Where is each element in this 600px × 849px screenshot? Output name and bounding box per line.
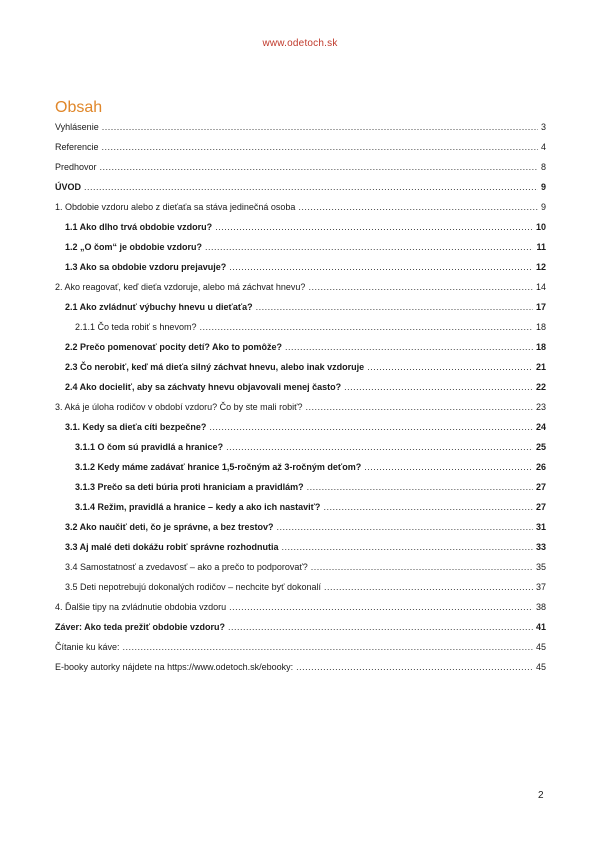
toc-entry[interactable] xyxy=(55,422,546,433)
toc-entry-label: 3.1.1 O čom sú pravidlá a hranice? xyxy=(75,442,224,452)
toc-entry[interactable] xyxy=(55,662,546,673)
toc-entry-page: 27 xyxy=(535,502,546,512)
toc-entry-page: 25 xyxy=(535,442,546,452)
toc-entry[interactable] xyxy=(55,302,546,313)
toc-entry[interactable] xyxy=(55,162,546,173)
toc-entry-label: E-booky autorky nájdete na https://www.odetoch.sk/ebooky: xyxy=(55,662,294,672)
toc-entry-label: 3.5 Deti nepotrebujú dokonalých rodičov – nechcite byť dokonalí xyxy=(65,582,322,592)
toc-entry[interactable] xyxy=(55,462,546,473)
toc-leader-dots xyxy=(199,322,533,333)
toc-entry-label: Referencie xyxy=(55,142,99,152)
toc-leader-dots xyxy=(102,142,538,153)
toc-entry-page: 14 xyxy=(535,282,546,292)
toc-entry[interactable] xyxy=(55,482,546,493)
toc-entry[interactable] xyxy=(55,622,546,633)
toc-leader-dots xyxy=(367,362,533,373)
toc-entry-label: 2. Ako reagovať, keď dieťa vzdoruje, alebo má záchvat hnevu? xyxy=(55,282,306,292)
toc-entry-label: Predhovor xyxy=(55,162,97,172)
toc-entry-page: 11 xyxy=(536,242,546,252)
toc-leader-dots xyxy=(229,602,533,613)
toc-entry[interactable] xyxy=(55,542,546,553)
toc-leader-dots xyxy=(100,162,538,173)
toc-entry-label: 3.1.2 Kedy máme zadávať hranice 1,5-ročným až 3-ročným deťom? xyxy=(75,462,362,472)
toc-entry-label: 1. Obdobie vzdoru alebo z dieťaťa sa stáva jedinečná osoba xyxy=(55,202,296,212)
toc-title: Obsah xyxy=(55,99,103,116)
toc-leader-dots xyxy=(229,262,533,273)
toc-leader-dots xyxy=(123,642,533,653)
toc-entry[interactable] xyxy=(55,222,546,233)
toc-entry[interactable] xyxy=(55,242,546,253)
toc-entry-label: 1.3 Ako sa obdobie vzdoru prejavuje? xyxy=(65,262,227,272)
toc-entry[interactable] xyxy=(55,262,546,273)
toc-entry-label: 1.2 „O čom“ je obdobie vzdoru? xyxy=(65,242,203,252)
header-url[interactable]: www.odetoch.sk xyxy=(262,38,338,49)
toc-entry-label: 2.4 Ako docieliť, aby sa záchvaty hnevu objavovali menej často? xyxy=(65,382,342,392)
toc-entry-page: 21 xyxy=(535,362,546,372)
toc-leader-dots xyxy=(205,242,533,253)
toc-leader-dots xyxy=(364,462,533,473)
toc-leader-dots xyxy=(296,662,533,673)
toc-entry-page: 4 xyxy=(540,142,546,152)
toc-entry-label: 3.3 Aj malé deti dokážu robiť správne rozhodnutia xyxy=(65,542,279,552)
toc-entry[interactable] xyxy=(55,582,546,593)
toc-leader-dots xyxy=(256,302,533,313)
toc-leader-dots xyxy=(226,442,533,453)
toc-entry-label: 2.1 Ako zvládnuť výbuchy hnevu u dieťaťa? xyxy=(65,302,253,312)
toc-leader-dots xyxy=(308,282,533,293)
toc-entry[interactable] xyxy=(55,342,546,353)
toc-entry-page: 8 xyxy=(540,162,546,172)
toc-entry-page: 31 xyxy=(535,522,546,532)
toc-entry-label: 3.1.3 Prečo sa deti búria proti hraniciam a pravidlám? xyxy=(75,482,304,492)
toc-entry-label: 4. Ďalšie tipy na zvládnutie obdobia vzdoru xyxy=(55,602,227,612)
toc-entry[interactable] xyxy=(55,442,546,453)
toc-leader-dots xyxy=(323,502,533,513)
toc-entry[interactable] xyxy=(55,562,546,573)
toc-entry[interactable] xyxy=(55,142,546,153)
toc-entry-page: 38 xyxy=(535,602,546,612)
toc-entry-label: 3.2 Ako naučiť deti, čo je správne, a bez trestov? xyxy=(65,522,274,532)
toc-entry-label: ÚVOD xyxy=(55,182,82,192)
toc-entry-page: 23 xyxy=(535,402,546,412)
toc-entry-page: 45 xyxy=(535,642,546,652)
toc-entry[interactable] xyxy=(55,602,546,613)
toc-entry-page: 27 xyxy=(535,482,546,492)
toc-entry-label: Záver: Ako teda prežiť obdobie vzdoru? xyxy=(55,622,225,632)
toc-entry[interactable] xyxy=(55,322,546,333)
toc-leader-dots xyxy=(84,182,538,193)
toc-entry[interactable] xyxy=(55,182,546,193)
toc-entry-page: 45 xyxy=(535,662,546,672)
toc-entry-page: 12 xyxy=(535,262,546,272)
toc-entry[interactable] xyxy=(55,642,546,653)
toc-entry[interactable] xyxy=(55,202,546,213)
toc-leader-dots xyxy=(102,122,538,133)
toc-entry[interactable] xyxy=(55,362,546,373)
toc-entry[interactable] xyxy=(55,502,546,513)
toc-leader-dots xyxy=(324,582,533,593)
toc-entry-page: 9 xyxy=(540,182,546,192)
toc-entry-label: 2.1.1 Čo teda robiť s hnevom? xyxy=(75,322,197,332)
toc-entry[interactable] xyxy=(55,522,546,533)
toc-entry-page: 24 xyxy=(535,422,546,432)
toc-entry-page: 41 xyxy=(535,622,546,632)
toc-leader-dots xyxy=(215,222,533,233)
toc-entry-label: 2.3 Čo nerobiť, keď má dieťa silný záchvat hnevu, alebo inak vzdoruje xyxy=(65,362,365,372)
toc-leader-dots xyxy=(307,482,533,493)
toc-entry-page: 18 xyxy=(535,322,546,332)
toc-leader-dots xyxy=(277,522,533,533)
toc-entry-label: 1.1 Ako dlho trvá obdobie vzdoru? xyxy=(65,222,213,232)
page-number: 2 xyxy=(538,790,544,801)
toc-entry-page: 22 xyxy=(535,382,546,392)
toc-entry[interactable] xyxy=(55,282,546,293)
toc-entry-label: 3.1.4 Režim, pravidlá a hranice – kedy a ako ich nastaviť? xyxy=(75,502,321,512)
toc-leader-dots xyxy=(298,202,538,213)
toc-entry[interactable] xyxy=(55,402,546,413)
toc-entry-page: 3 xyxy=(540,122,546,132)
toc-leader-dots xyxy=(282,542,533,553)
toc-entry-page: 17 xyxy=(535,302,546,312)
toc-entry-label: Vyhlásenie xyxy=(55,122,99,132)
toc-entry-label: 2.2 Prečo pomenovať pocity detí? Ako to pomôže? xyxy=(65,342,283,352)
toc-entry-page: 35 xyxy=(535,562,546,572)
toc-leader-dots xyxy=(285,342,533,353)
toc-leader-dots xyxy=(306,402,533,413)
toc-entry-page: 33 xyxy=(535,542,546,552)
toc-leader-dots xyxy=(209,422,533,433)
toc-leader-dots xyxy=(311,562,533,573)
toc-entry-page: 18 xyxy=(535,342,546,352)
toc-entry-label: 3.1. Kedy sa dieťa cíti bezpečne? xyxy=(65,422,207,432)
toc-leader-dots xyxy=(344,382,533,393)
toc-entry-page: 10 xyxy=(535,222,546,232)
toc-entry-page: 26 xyxy=(535,462,546,472)
toc-entry-page: 37 xyxy=(535,582,546,592)
toc-entry-label: Čítanie ku káve: xyxy=(55,642,120,652)
toc-entry-label: 3. Aká je úloha rodičov v období vzdoru? Čo by ste mali robiť? xyxy=(55,402,303,412)
toc-leader-dots xyxy=(228,622,533,633)
toc-entry-page: 9 xyxy=(540,202,546,212)
toc-entry-label: 3.4 Samostatnosť a zvedavosť – ako a prečo to podporovať? xyxy=(65,562,308,572)
toc-entry[interactable] xyxy=(55,122,546,133)
toc-entry[interactable] xyxy=(55,382,546,393)
